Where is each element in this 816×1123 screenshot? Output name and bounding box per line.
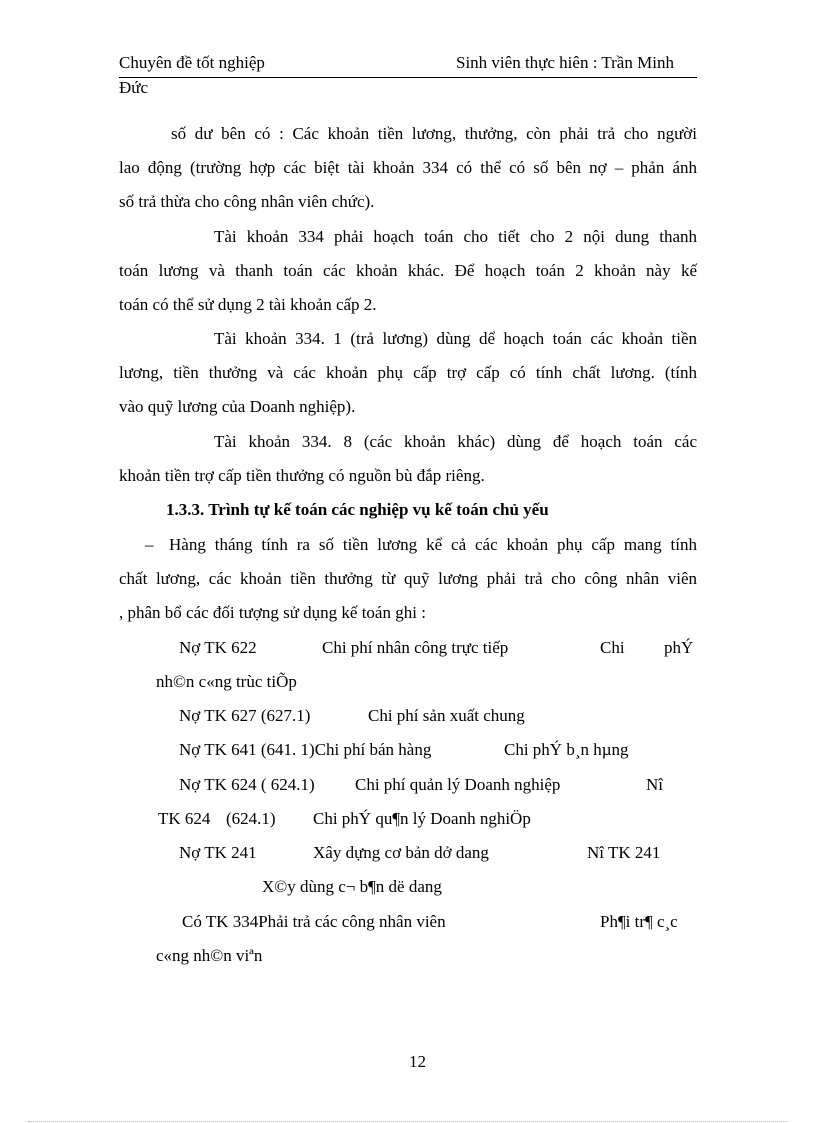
- entry-garbled: Chi phÝ qu¶n lý Doanh nghiÖp: [313, 809, 531, 828]
- entry-desc: Chi phí sản xuất chung: [368, 706, 525, 725]
- body-line: Tài khoản 334. 8 (các khoản khác) dùng để hoạch toán các: [214, 432, 697, 451]
- entry-garbled: Chi phÝ b¸n hµng: [504, 740, 629, 759]
- entry-garbled: nh©n c«ng trùc tiÕp: [156, 672, 297, 691]
- header-rule: [119, 77, 697, 78]
- entry-garbled: phÝ: [664, 638, 694, 657]
- bullet-line: chất lương, các khoản tiền thưởng từ quỹ lương phải trả cho công nhân viên: [119, 569, 697, 588]
- header-wrap: Đức: [119, 78, 149, 97]
- entry-garbled: c«ng nh©n viªn: [156, 946, 263, 965]
- header-right: Sinh viên thực hiên : Trần Minh: [456, 53, 674, 72]
- entry-garbled: Nî: [646, 775, 663, 794]
- body-line: số dư bên có : Các khoản tiền lương, thưởng, còn phải trả cho người: [171, 124, 697, 143]
- entry-garbled: Ph¶i tr¶ c¸c: [600, 912, 678, 931]
- entry-garbled: X©y dùng c¬ b¶n dë dang: [262, 877, 442, 896]
- entry-desc: Chi phí quản lý Doanh nghiệp: [355, 775, 561, 794]
- entry-garbled: TK 624: [158, 809, 211, 828]
- entry-account: Nợ TK 624 ( 624.1): [179, 775, 315, 794]
- body-line: toán lương và thanh toán các khoản khác. Để hoạch toán 2 khoản này kế: [119, 261, 697, 280]
- body-line: lao động (trường hợp các biệt tài khoản 334 có thể có số bên nợ – phản ánh: [119, 158, 697, 177]
- entry-account: Nợ TK 622: [179, 638, 257, 657]
- entry-account: Nợ TK 641 (641. 1)Chi phí bán hàng: [179, 740, 432, 759]
- entry-garbled: Nî TK 241: [587, 843, 661, 862]
- entry-garbled: Chi: [600, 638, 625, 657]
- body-line: lương, tiền thưởng và các khoản phụ cấp trợ cấp có tính chất lương. (tính: [119, 363, 697, 382]
- body-line: Tài khoản 334. 1 (trả lương) dùng dể hoạch toán các khoản tiền: [214, 329, 697, 348]
- bullet-dash: –: [145, 535, 154, 554]
- body-line: toán có thể sử dụng 2 tài khoản cấp 2.: [119, 295, 377, 314]
- body-line: Tài khoản 334 phải hoạch toán cho tiết cho 2 nội dung thanh: [214, 227, 697, 246]
- entry-account: Nợ TK 627 (627.1): [179, 706, 311, 725]
- entry-desc: Chi phí nhân công trực tiếp: [322, 638, 509, 657]
- bullet-line: , phân bổ các đối tượng sử dụng kế toán ghi :: [119, 603, 426, 622]
- entry-desc: Xây dựng cơ bản dở dang: [313, 843, 489, 862]
- entry-account: Có TK 334Phải trả các công nhân viên: [182, 912, 446, 931]
- bullet-line: Hàng tháng tính ra số tiền lương kể cả các khoản phụ cấp mang tính: [169, 535, 697, 554]
- page-number: 12: [409, 1052, 426, 1071]
- entry-account: Nợ TK 241: [179, 843, 257, 862]
- body-line: vào quỹ lương của Doanh nghiệp).: [119, 397, 356, 416]
- entry-garbled: (624.1): [226, 809, 276, 828]
- body-line: số trả thừa cho công nhân viên chức).: [119, 192, 375, 211]
- page-bottom-edge: [28, 1121, 788, 1122]
- header-left: Chuyên đề tốt nghiệp: [119, 53, 265, 72]
- section-heading: 1.3.3. Trình tự kế toán các nghiệp vụ kế toán chủ yếu: [166, 500, 549, 519]
- body-line: khoản tiền trợ cấp tiền thưởng có nguồn bù đắp riêng.: [119, 466, 485, 485]
